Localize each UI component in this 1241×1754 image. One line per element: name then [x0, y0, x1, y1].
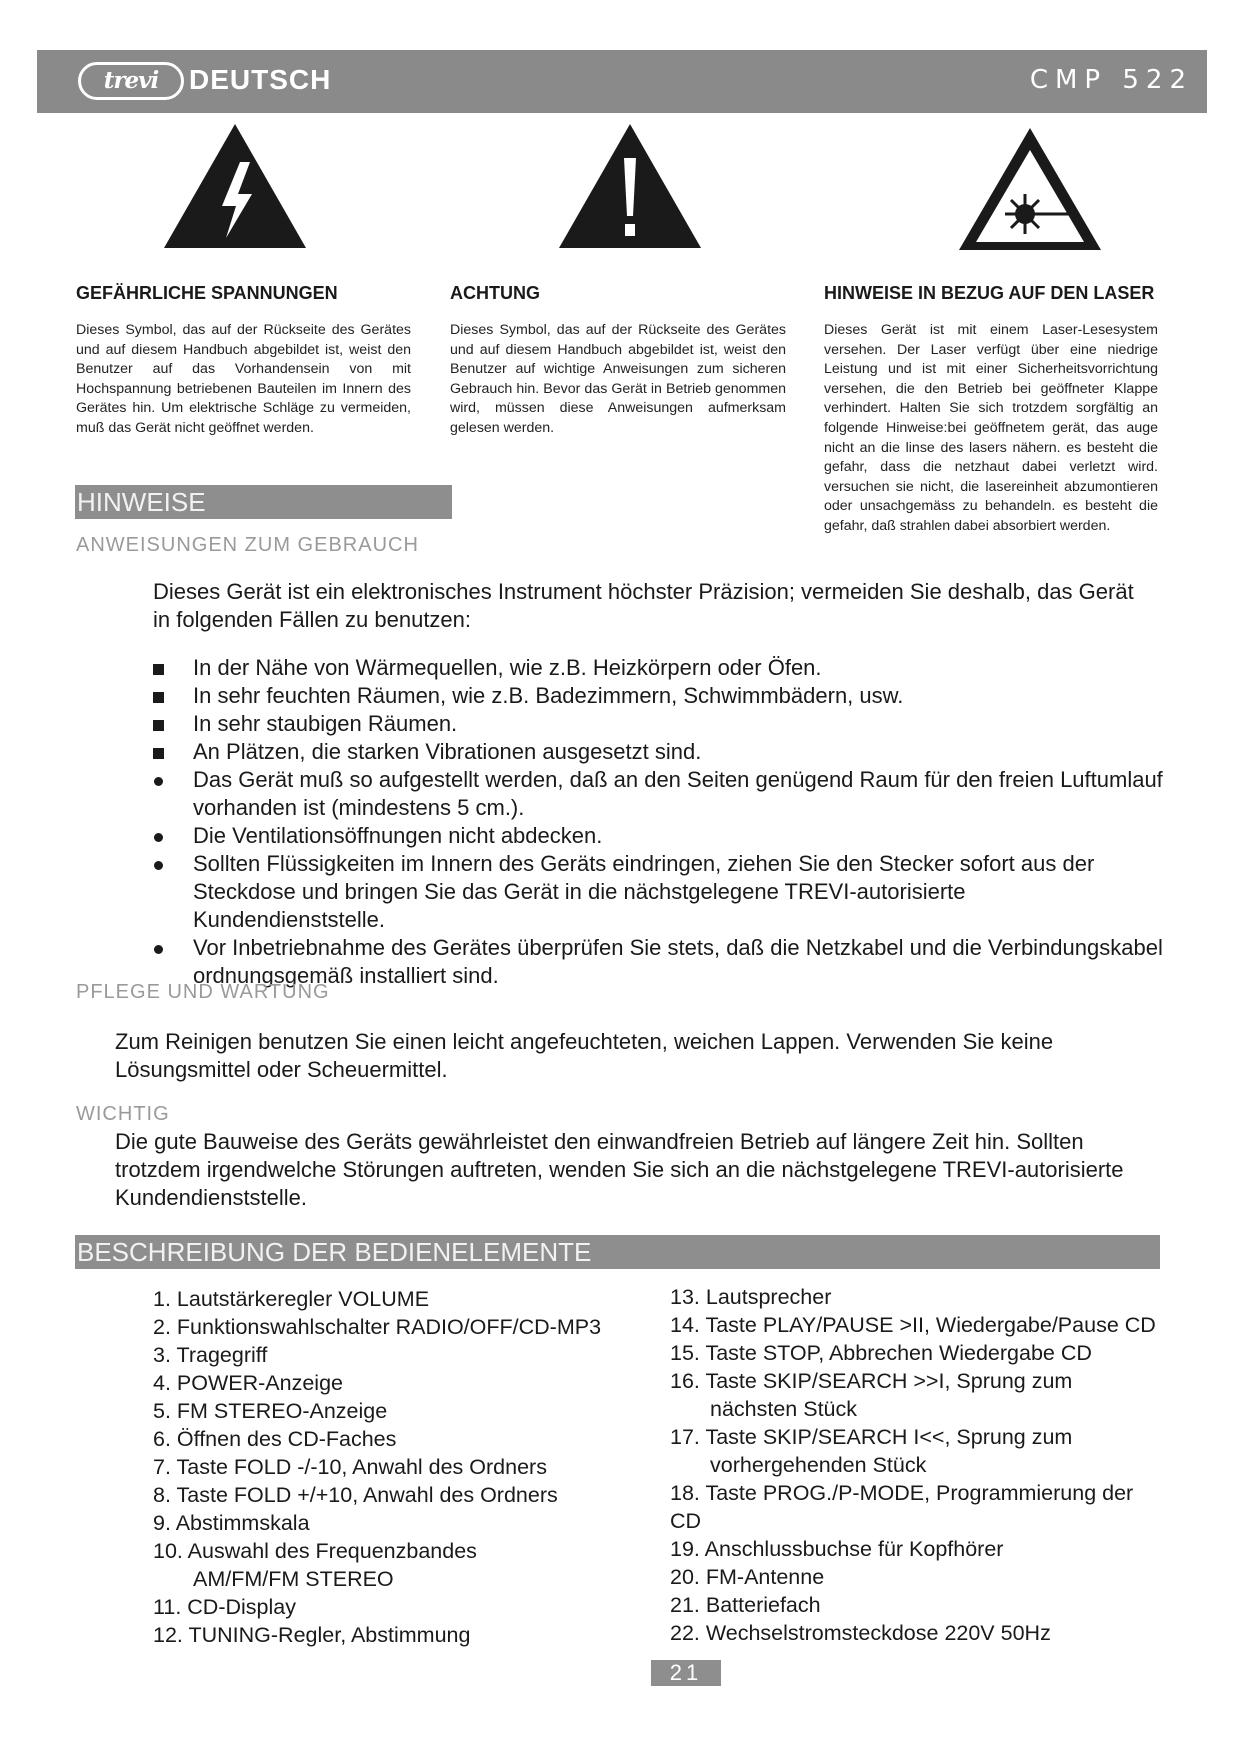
list-item: 20. FM-Antenne	[670, 1565, 825, 1589]
care-text: Zum Reinigen benutzen Sie einen leicht angefeuchteten, weichen Lappen. Verwenden Sie keine Lösungsmittel oder Scheuermittel.	[115, 1029, 1054, 1082]
list-item: In sehr staubigen Räumen.	[153, 710, 1163, 738]
list-item: Vor Inbetriebnahme des Gerätes überprüfen Sie stets, daß die Netzkabel und die Verbindungskabel ordnungsgemäß installiert sind.	[153, 934, 1163, 990]
list-item: 9. Abstimmskala	[153, 1511, 310, 1535]
controls-list-right	[670, 1283, 1170, 1647]
section-bar-controls: BESCHREIBUNG DER BEDIENELEMENTE	[75, 1235, 1160, 1269]
list-item: In sehr feuchten Räumen, wie z.B. Badezimmern, Schwimmbädern, usw.	[153, 682, 1163, 710]
warning-text: Dieses Symbol, das auf der Rückseite des Gerätes und auf diesem Handbuch abgebildet ist, weist den Benutzer auf das Vorhandensein von mit Hochspannung betriebenen Bauteilen im Innern des Gerätes hin. Um elektrische Schläge zu vermeiden, muß das Gerät nicht geöffnet werden.	[76, 322, 411, 436]
list-item: 18. Taste PROG./P-MODE, Programmierung der CD	[670, 1481, 1134, 1533]
section-bar-hinweise: HINWEISE	[75, 485, 452, 519]
exclamation-warning-icon	[555, 120, 705, 252]
page-number: 21	[651, 1660, 721, 1686]
list-item: 15. Taste STOP, Abbrechen Wiedergabe CD	[670, 1341, 1092, 1365]
list-item: 3. Tragegriff	[153, 1343, 268, 1367]
list-item: Sollten Flüssigkeiten im Innern des Geräts eindringen, ziehen Sie den Stecker sofort aus der Steckdose und bringen Sie das Gerät in die nächstgelegene TREVI-autorisierte Kundendienststelle.	[153, 850, 1163, 934]
list-item: 16. Taste SKIP/SEARCH >>I, Sprung zum nächsten Stück	[670, 1369, 1073, 1421]
usage-intro: Dieses Gerät ist ein elektronisches Instrument höchster Präzision; vermeiden Sie deshalb, das Gerät in folgenden Fällen zu benutzen:	[153, 579, 1134, 632]
trevi-logo: trevi	[78, 62, 184, 100]
list-item: 2. Funktionswahlschalter RADIO/OFF/CD-MP3	[153, 1315, 602, 1339]
list-item: 10. Auswahl des Frequenzbandes AM/FM/FM STEREO	[153, 1539, 477, 1591]
list-item: 13. Lautsprecher	[670, 1285, 832, 1309]
model-number: CMP 522	[1029, 65, 1193, 95]
list-item: Die Ventilationsöffnungen nicht abdecken.	[153, 822, 1163, 850]
controls-list-left	[153, 1285, 673, 1649]
list-item: Das Gerät muß so aufgestellt werden, daß an den Seiten genügend Raum für den freien Luftumlauf vorhanden ist (mindestens 5 cm.).	[153, 766, 1163, 822]
warning-attention	[450, 282, 786, 439]
list-item: 7. Taste FOLD -/-10, Anwahl des Ordners	[153, 1455, 547, 1479]
list-item: 17. Taste SKIP/SEARCH I<<, Sprung zum vorhergehenden Stück	[670, 1425, 1073, 1477]
list-item: 21. Batteriefach	[670, 1593, 821, 1617]
list-item: 12. TUNING-Regler, Abstimmung	[153, 1623, 471, 1647]
list-item: 19. Anschlussbuchse für Kopfhörer	[670, 1537, 1004, 1561]
laser-warning-icon	[955, 124, 1105, 254]
list-item: 14. Taste PLAY/PAUSE >II, Wiedergabe/Pause CD	[670, 1313, 1156, 1337]
language-label: DEUTSCH	[189, 64, 332, 95]
list-item: 1. Lautstärkeregler VOLUME	[153, 1287, 430, 1311]
warning-text: Dieses Symbol, das auf der Rückseite des Gerätes und auf diesem Handbuch abgebildet ist, weist den Benutzer auf wichtige Anweisungen zum sicheren Gebrauch hin. Bevor das Gerät in Betrieb genommen wird, müssen diese Anweisungen aufmerksam gelesen werden.	[450, 322, 786, 436]
warning-laser	[824, 282, 1158, 537]
warning-title: ACHTUNG	[450, 283, 540, 303]
important-heading: WICHTIG	[76, 1103, 170, 1125]
important-text: Die gute Bauweise des Geräts gewährleistet den einwandfreien Betrieb auf längere Zeit hin. Sollten trotzdem irgendwelche Störungen auftreten, wenden Sie sich an die nächstgelegene TREVI-autorisierte Kundendienststelle.	[115, 1129, 1124, 1210]
list-item: 4. POWER-Anzeige	[153, 1371, 343, 1395]
warning-title: GEFÄHRLICHE SPANNUNGEN	[76, 283, 338, 303]
list-item: 22. Wechselstromsteckdose 220V 50Hz	[670, 1621, 1051, 1645]
header-bar	[37, 50, 1207, 113]
list-item: 5. FM STEREO-Anzeige	[153, 1399, 388, 1423]
list-item: 6. Öffnen des CD-Faches	[153, 1427, 397, 1451]
lightning-warning-icon	[160, 120, 310, 252]
list-item: 11. CD-Display	[153, 1595, 296, 1619]
usage-list	[153, 654, 1163, 990]
care-heading: PFLEGE UND WARTUNG	[76, 981, 330, 1003]
warning-text: Dieses Gerät ist mit einem Laser-Lesesystem versehen. Der Laser verfügt über eine niedrige Leistung und ist mit einer Sicherheitsvorrichtung versehen, die den Betrieb bei geöffneter Klappe verhindert. Halten Sie sich trotzdem sorgfältig an folgende Hinweise:bei geöffnetem gerät, das auge nicht an die linse des lasers nähern. es besteht die gefahr, dass die netzhaut dabei verletzt wird. versuchen sie nicht, die lasereinheit abzumontieren oder unsachgemäss zu behandeln. es besteht die gefahr, daß strahlen dabei absorbiert werden.	[824, 322, 1158, 534]
warning-title: HINWEISE IN BEZUG AUF DEN LASER	[824, 283, 1155, 303]
list-item: In der Nähe von Wärmequellen, wie z.B. Heizkörpern oder Öfen.	[153, 654, 1163, 682]
list-item: 8. Taste FOLD +/+10, Anwahl des Ordners	[153, 1483, 558, 1507]
warning-high-voltage	[76, 282, 411, 439]
usage-heading: ANWEISUNGEN ZUM GEBRAUCH	[76, 534, 419, 556]
list-item: An Plätzen, die starken Vibrationen ausgesetzt sind.	[153, 738, 1163, 766]
